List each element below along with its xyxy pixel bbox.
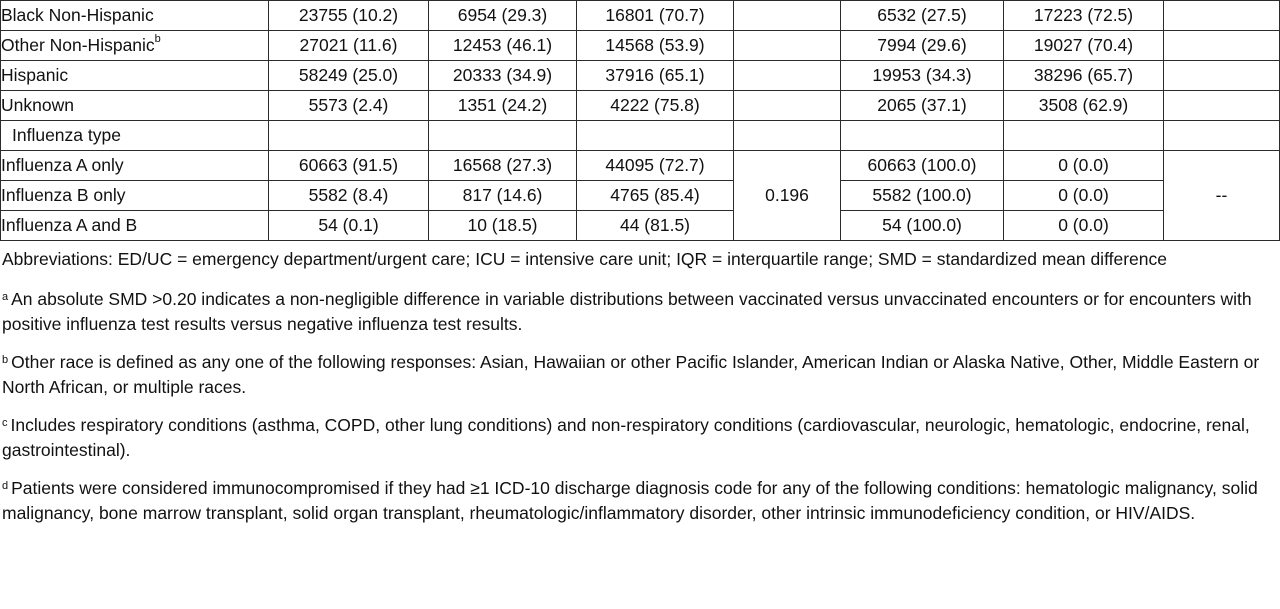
table-cell: 7994 (29.6)	[841, 31, 1004, 61]
table-cell: 27021 (11.6)	[269, 31, 429, 61]
smd-cell	[1164, 1, 1280, 31]
table-cell: 10 (18.5)	[429, 211, 577, 241]
table-cell: 6954 (29.3)	[429, 1, 577, 31]
table-notes	[2, 247, 1272, 539]
table-row	[1, 31, 1280, 61]
table-cell: 5582 (100.0)	[841, 181, 1004, 211]
table-cell: 44095 (72.7)	[577, 151, 734, 181]
footnote-marker: b	[2, 354, 9, 366]
table-cell: 60663 (91.5)	[269, 151, 429, 181]
footnote-marker: c	[2, 417, 8, 429]
footnote-a	[2, 287, 1272, 337]
table-cell: 0 (0.0)	[1004, 211, 1164, 241]
smd-cell	[734, 61, 841, 91]
smd-cell	[734, 91, 841, 121]
smd-test-value: --	[1164, 151, 1280, 241]
smd-cell	[1164, 61, 1280, 91]
table-cell: 17223 (72.5)	[1004, 1, 1164, 31]
table-cell: 12453 (46.1)	[429, 31, 577, 61]
row-label: Influenza A only	[1, 151, 269, 181]
table-cell: 37916 (65.1)	[577, 61, 734, 91]
row-label: Influenza B only	[1, 181, 269, 211]
table-cell	[841, 121, 1004, 151]
table-cell: 44 (81.5)	[577, 211, 734, 241]
table-section-row	[1, 121, 1280, 151]
footnote-marker: b	[154, 33, 161, 45]
table-cell: 58249 (25.0)	[269, 61, 429, 91]
table-cell: 817 (14.6)	[429, 181, 577, 211]
table-cell: 54 (100.0)	[841, 211, 1004, 241]
table-cell: 5573 (2.4)	[269, 91, 429, 121]
table-row	[1, 61, 1280, 91]
table-cell: 19027 (70.4)	[1004, 31, 1164, 61]
table-cell: 60663 (100.0)	[841, 151, 1004, 181]
footnote-marker: d	[2, 480, 9, 492]
table-cell: 16801 (70.7)	[577, 1, 734, 31]
smd-cell	[734, 1, 841, 31]
section-label: Influenza type	[1, 121, 269, 151]
abbreviations-note: Abbreviations: ED/UC = emergency department/urgent care; ICU = intensive care unit; IQR = interquartile range; SMD = standardized mean difference	[2, 249, 1167, 269]
table-cell: 0 (0.0)	[1004, 151, 1164, 181]
row-label: Black Non-Hispanic	[1, 1, 269, 31]
footnote-text: Patients were considered immunocompromised if they had ≥1 ICD-10 discharge diagnosis code for any of the following conditions: hematologic malignancy, solid malignancy, bone marrow transplant, solid organ transplant, rheumatologic/inflammatory disorder, other intrinsic immunodeficiency condition, or HIV/AIDS.	[2, 478, 1258, 523]
table-cell: 4222 (75.8)	[577, 91, 734, 121]
table-row	[1, 1, 1280, 31]
table-row	[1, 181, 1280, 211]
table-cell: 20333 (34.9)	[429, 61, 577, 91]
footnote-c	[2, 413, 1272, 463]
table-cell	[577, 121, 734, 151]
table-cell: 23755 (10.2)	[269, 1, 429, 31]
table-cell: 19953 (34.3)	[841, 61, 1004, 91]
smd-cell	[1164, 91, 1280, 121]
table-cell: 2065 (37.1)	[841, 91, 1004, 121]
row-label: Hispanic	[1, 61, 269, 91]
table-cell: 16568 (27.3)	[429, 151, 577, 181]
table-cell: 54 (0.1)	[269, 211, 429, 241]
table-cell: 0 (0.0)	[1004, 181, 1164, 211]
table-cell: 1351 (24.2)	[429, 91, 577, 121]
footnote-d	[2, 476, 1272, 526]
characteristics-table	[0, 0, 1280, 241]
smd-cell	[734, 31, 841, 61]
footnote-b	[2, 350, 1272, 400]
smd-cell	[1164, 31, 1280, 61]
table-cell	[429, 121, 577, 151]
table-cell: 14568 (53.9)	[577, 31, 734, 61]
row-label: Influenza A and B	[1, 211, 269, 241]
table-cell: 6532 (27.5)	[841, 1, 1004, 31]
footnote-text: Includes respiratory conditions (asthma, COPD, other lung conditions) and non-respiratory conditions (cardiovascular, neurologic, hematologic, endocrine, renal, gastrointestinal).	[2, 415, 1250, 460]
footnote-text: An absolute SMD >0.20 indicates a non-negligible difference in variable distributions between vaccinated versus unvaccinated encounters or for encounters with positive influenza test results versus negative influenza test results.	[2, 289, 1252, 334]
footnote-marker: a	[2, 291, 9, 303]
table-row	[1, 151, 1280, 181]
table-row	[1, 211, 1280, 241]
row-label: Unknown	[1, 91, 269, 121]
table-cell: 4765 (85.4)	[577, 181, 734, 211]
table-cell: 5582 (8.4)	[269, 181, 429, 211]
table-cell: 3508 (62.9)	[1004, 91, 1164, 121]
smd-cell	[734, 121, 841, 151]
table-row	[1, 91, 1280, 121]
footnote-text: Other race is defined as any one of the following responses: Asian, Hawaiian or other Pacific Islander, American Indian or Alaska Native, Other, Middle Eastern or North African, or multiple races.	[2, 352, 1260, 397]
table-cell	[269, 121, 429, 151]
table-cell: 38296 (65.7)	[1004, 61, 1164, 91]
smd-cell	[1164, 121, 1280, 151]
row-label: Other Non-Hispanic$^b$	[1, 31, 269, 61]
smd-vaccination-value: 0.196	[734, 151, 841, 241]
table-cell	[1004, 121, 1164, 151]
